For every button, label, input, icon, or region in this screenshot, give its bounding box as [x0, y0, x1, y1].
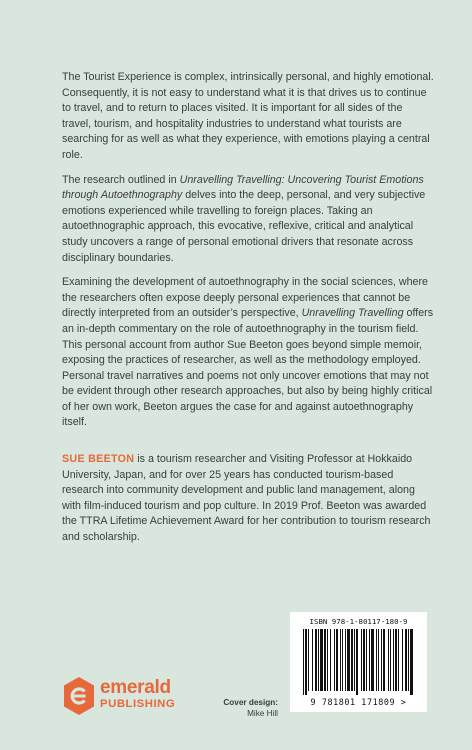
publisher-logo — [62, 676, 202, 722]
blurb-p2-lead: The research outlined in — [62, 173, 180, 186]
blurb-p3-lead: Examining the development of autoethnography in the social sciences, where the researchers often expose deeply personal experiences that cannot be directly interpreted from an outsider’s perspective, — [62, 276, 428, 320]
cover-designer-name: Mike Hill — [247, 709, 278, 718]
back-cover-blurb — [62, 70, 434, 440]
barcode-bars — [301, 629, 416, 695]
blurb-p3-rest: offers an in-depth commentary on the role of autoethnography in the tourism field. This personal account from author Sue Beeton goes beyond simple memoir, exposing the practices of researcher, as well as the methodology employed. Personal travel narratives and poems not only uncover emotions that may not be evident through other research approaches, but also by being highly critical of her own work, Beeton argues the case for and against autoethnography itself. — [62, 307, 434, 429]
book-title-short: Unravelling Travelling — [301, 307, 404, 320]
blurb-paragraph-2 — [62, 173, 434, 267]
isbn-label: ISBN 978-1-80117-180-9 — [309, 617, 408, 626]
publisher-wordmark: emerald — [100, 677, 171, 698]
emerald-logo-icon — [62, 676, 96, 716]
barcode-digits: 9 781801 171809 > — [310, 697, 407, 707]
cover-design-credit — [200, 697, 278, 719]
cover-design-label: Cover design: — [223, 698, 278, 707]
blurb-paragraph-3 — [62, 275, 434, 431]
blurb-p2-rest: delves into the deep, personal, and very subjective emotions experienced while travelling to foreign places. Taking an autoethnographic approach, this evocative, reflexive, critical and analytical study uncovers a range of personal emotional drivers that resonate across disciplinary boundaries. — [62, 189, 426, 264]
book-title-full: Unravelling Travelling: Uncovering Tourist Emotions through Autoethnography — [62, 173, 424, 202]
publisher-subtitle: PUBLISHING — [100, 698, 176, 710]
author-bio-text: is a tourism researcher and Visiting Professor at Hokkaido University, Japan, and for over 25 years has conducted tourism-based research into community development and public land management, along with film-induced tourism and pop culture. In 2019 Prof. Beeton was awarded the TTRA Lifetime Achievement Award for her contribution to tourism research and scholarship. — [62, 453, 431, 543]
author-bio — [62, 452, 434, 546]
isbn-barcode — [290, 612, 427, 712]
blurb-paragraph-1: The Tourist Experience is complex, intrinsically personal, and highly emotional. Consequently, it is not easy to understand what it is that drives us to continue to travel, and to return to places visited. It is important for all sides of the travel, tourism, and hospitality industries to understand what tourists are searching for as well as what they experience, with emotions playing a central role. — [62, 71, 434, 161]
author-name: SUE BEETON — [62, 453, 135, 465]
